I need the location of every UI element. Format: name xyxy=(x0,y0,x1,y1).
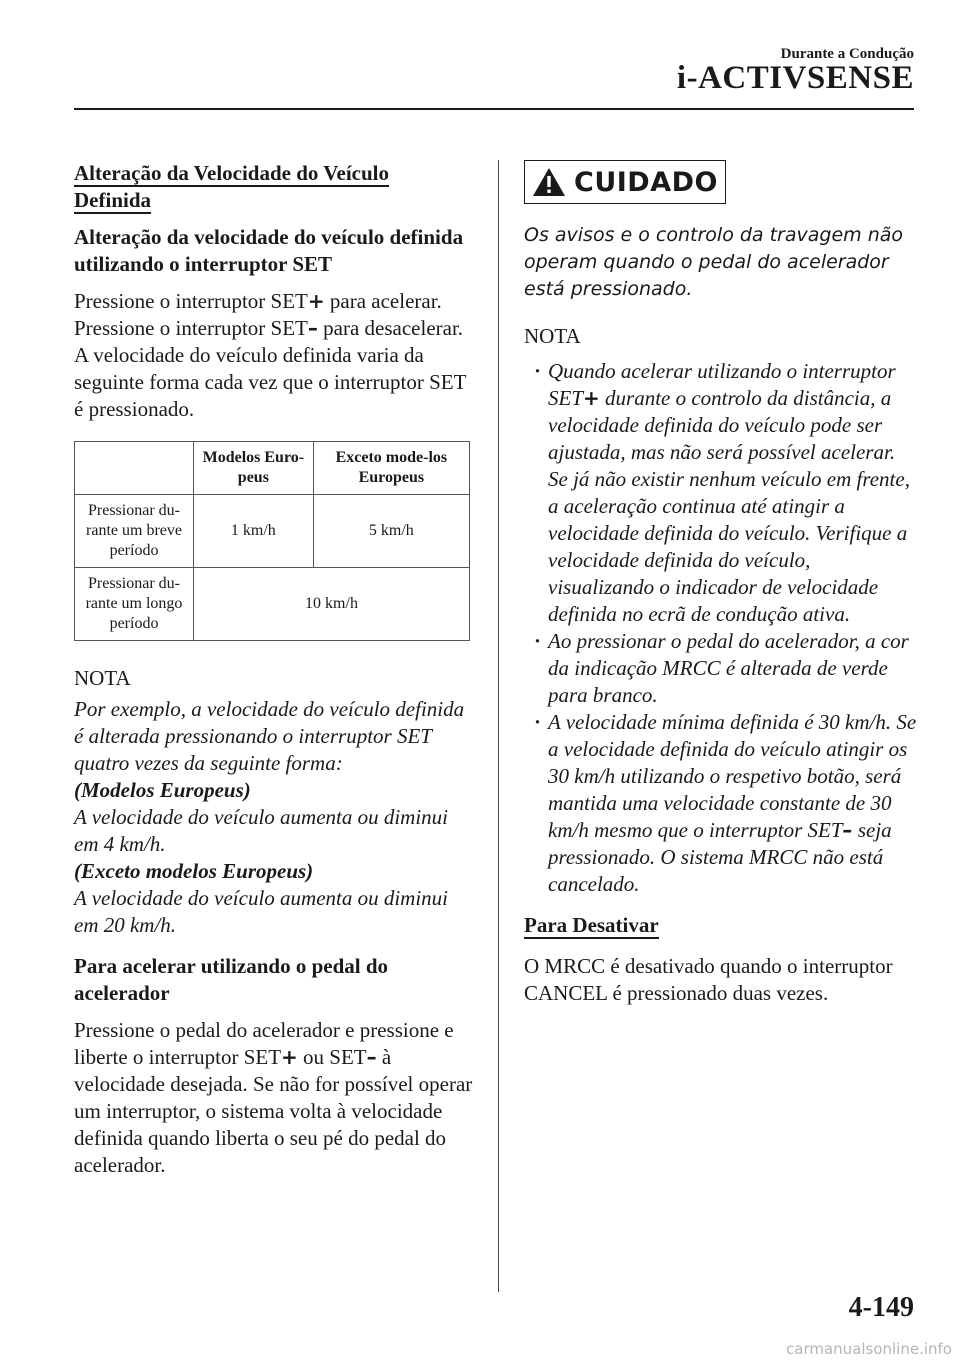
list-item: · Quando acelerar utilizando o interruptor SET+ durante o controlo da distância, a velocidade definida do veículo pode ser ajustada, mas não será possível acelerar. Se já não existir nenhum veículo em frente, a aceleração continua até atingir a velocidade definida do veículo. Verifique a velocidade definida do veículo, visualizando o indicador de velocidade definida no ecrã de condução ativa. xyxy=(548,358,918,628)
subsection-title-accelerator: Para acelerar utilizando o pedal do acelerador xyxy=(74,954,389,1005)
table-col-non-european: Exceto mode-los Europeus xyxy=(313,442,469,495)
section-title-deactivate: Para Desativar xyxy=(524,913,659,937)
note-european-label: (Modelos Europeus) xyxy=(74,778,251,802)
column-divider xyxy=(498,160,499,1292)
note-label: NOTA xyxy=(74,666,131,690)
page-number: 4-149 xyxy=(848,1292,914,1323)
table-header-row xyxy=(75,442,470,495)
instruction-accelerate: Pressione o interruptor SET+ para acelerar. Pressione o interruptor SET– para desacelerar. A velocidade do veículo definida varia da seguinte forma cada vez que o interruptor SET é pressionado. xyxy=(74,289,467,421)
left-column xyxy=(74,160,474,1189)
deactivate-text: O MRCC é desativado quando o interruptor CANCEL é pressionado duas vezes. xyxy=(524,954,893,1005)
list-item: · A velocidade mínima definida é 30 km/h. Se a velocidade definida do veículo atingir os 30 km/h utilizando o respetivo botão, será mantida uma velocidade constante de 30 km/h mesmo que o interruptor SET– seja pressionado. O sistema MRCC não está cancelado. xyxy=(548,709,918,898)
table-cell: 10 km/h xyxy=(194,568,470,641)
section-title: Alteração da Velocidade do Veículo Definida xyxy=(74,161,390,212)
minus-icon: – xyxy=(307,316,318,340)
note-label: NOTA xyxy=(524,324,581,348)
table-row xyxy=(75,495,470,568)
table-col-european: Modelos Euro-peus xyxy=(194,442,314,495)
subsection-title-set-switch: Alteração da velocidade do veículo definida utilizando o interruptor SET xyxy=(74,225,464,276)
right-column xyxy=(524,160,918,1017)
watermark: carmanualsonline.info xyxy=(786,1340,952,1358)
header-section: Durante a Condução xyxy=(780,46,914,62)
plus-icon: + xyxy=(307,289,325,313)
list-item: · Ao pressionar o pedal do acelerador, a cor da indicação MRCC é alterada de verde para branco. xyxy=(548,628,918,709)
note-european-text: A velocidade do veículo aumenta ou diminui em 4 km/h. xyxy=(74,805,449,856)
table-cell: 1 km/h xyxy=(194,495,314,568)
note-text: Por exemplo, a velocidade do veículo definida é alterada pressionando o interruptor SET quatro vezes da seguinte forma: xyxy=(74,697,465,775)
note-non-european-label: (Exceto modelos Europeus) xyxy=(74,859,314,883)
warning-triangle-icon xyxy=(532,167,566,197)
minus-icon: – xyxy=(842,818,853,842)
speed-change-table xyxy=(74,441,470,641)
caution-title: CUIDADO xyxy=(574,166,718,198)
table-cell: 5 km/h xyxy=(313,495,469,568)
section-title-wrap xyxy=(74,160,434,214)
header-rule xyxy=(74,108,914,110)
plus-icon: + xyxy=(281,1045,298,1069)
table-row xyxy=(75,568,470,641)
plus-icon: + xyxy=(583,386,600,410)
section-title-wrap xyxy=(524,912,884,939)
caution-box xyxy=(524,160,726,204)
header-chapter-title: i-ACTIVSENSE xyxy=(676,60,914,96)
instruction-accelerator-pedal: Pressione o pedal do acelerador e pressione e liberte o interruptor SET+ ou SET– à velocidade desejada. Se não for possível operar um interruptor, o sistema volta à velocidade definida quando liberta o seu pé do pedal do acelerador. xyxy=(74,1018,473,1177)
table-row-label: Pressionar du-rante um breve período xyxy=(75,495,194,568)
table-row-label: Pressionar du-rante um longo período xyxy=(75,568,194,641)
table-corner-cell xyxy=(75,442,194,495)
caution-text: Os avisos e o controlo da travagem não operam quando o pedal do acelerador está pressionado. xyxy=(524,224,903,300)
note-non-european-text: A velocidade do veículo aumenta ou diminui em 20 km/h. xyxy=(74,886,449,937)
note-list xyxy=(524,358,918,898)
minus-icon: – xyxy=(366,1045,377,1069)
